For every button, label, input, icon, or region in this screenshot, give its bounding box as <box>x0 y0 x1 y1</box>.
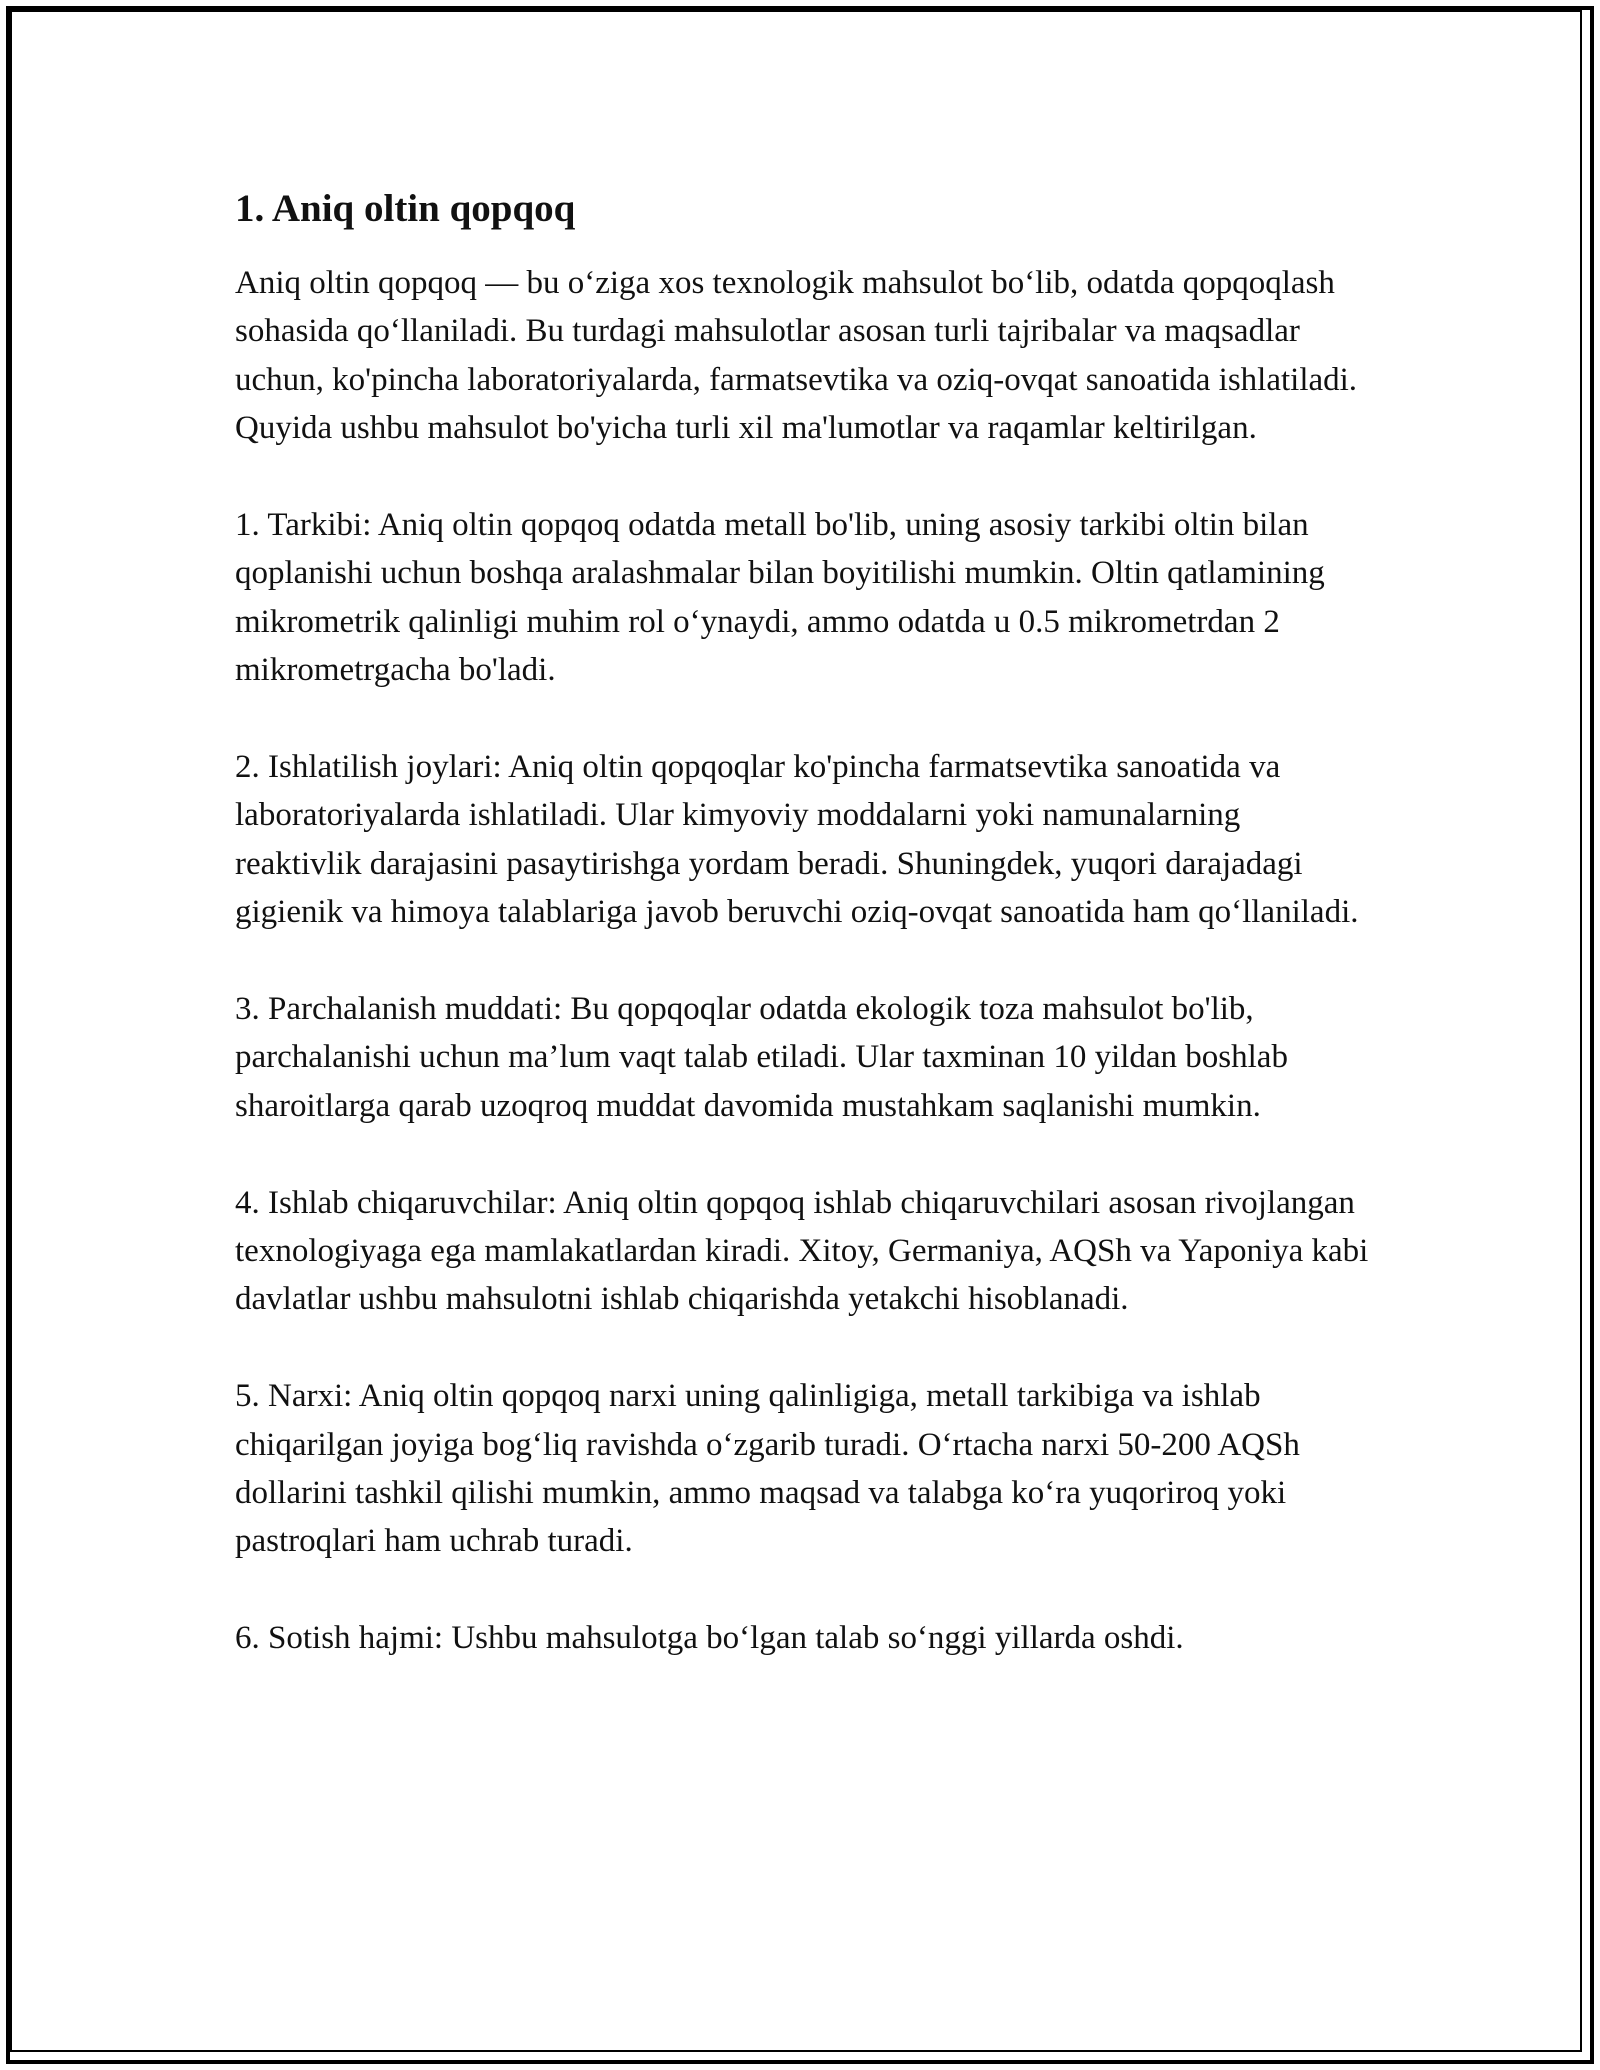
item-manufacturers: 4. Ishlab chiqaruvchilar: Aniq oltin qopqoq ishlab chiqaruvchilari asosan rivojlangan texnologiyaga ega mamlakatlardan kiradi. Xitoy, Germaniya, AQSh va Yaponiya kabi davlatlar ushbu mahsulotni ishlab chiqarishda yetakchi hisoblanadi. <box>235 1184 1369 1318</box>
intro-paragraph: Aniq oltin qopqoq — bu o‘ziga xos texnologik mahsulot bo‘lib, odatda qopqoqlash sohasida qo‘llaniladi. Bu turdagi mahsulotlar asosan turli tajribalar va maqsadlar uchun, ko'pincha laboratoriyalarda, farmatsevtika va oziq-ovqat sanoatida ishlatiladi. Quyida ushbu mahsulot bo'yicha turli xil ma'lumotlar va raqamlar keltirilgan. <box>235 265 1358 447</box>
document-title: 1. Aniq oltin qopqoq <box>235 187 576 230</box>
item-usage-places: 2. Ishlatilish joylari: Aniq oltin qopqoqlar ko'pincha farmatsevtika sanoatida va laboratoriyalarda ishlatiladi. Ular kimyoviy moddalarni yoki namunalarning reaktivlik darajasini pasaytirishga yordam beradi. Shuningdek, yuqori darajadagi gigienik va himoya talablariga javob beruvchi oziq-ovqat sanoatida ham qo‘llaniladi. <box>235 749 1359 931</box>
document-body <box>235 185 1370 1711</box>
item-sales-volume: 6. Sotish hajmi: Ushbu mahsulotga bo‘lgan talab so‘nggi yillarda oshdi. <box>235 1620 1184 1657</box>
item-decomposition-period: 3. Parchalanish muddati: Bu qopqoqlar odatda ekologik toza mahsulot bo'lib, parchalanishi uchun ma’lum vaqt talab etiladi. Ular taxminan 10 yildan boshlab sharoitlarga qarab uzoqroq muddat davomida mustahkam saqlanishi mumkin. <box>235 991 1288 1124</box>
item-price: 5. Narxi: Aniq oltin qopqoq narxi uning qalinligiga, metall tarkibiga va ishlab chiqarilgan joyiga bog‘liq ravishda o‘zgarib turadi. O‘rtacha narxi 50-200 AQSh dollarini tashkil qilishi mumkin, ammo maqsad va talabga ko‘ra yuqoriroq yoki pastroqlari ham uchrab turadi. <box>235 1378 1300 1560</box>
item-composition: 1. Tarkibi: Aniq oltin qopqoq odatda metall bo'lib, uning asosiy tarkibi oltin bilan qoplanishi uchun boshqa aralashmalar bilan boyitilishi mumkin. Oltin qatlamining mikrometrik qalinligi muhim rol o‘ynaydi, ammo odatda u 0.5 mikrometrdan 2 mikrometrgacha bo'ladi. <box>235 507 1325 689</box>
